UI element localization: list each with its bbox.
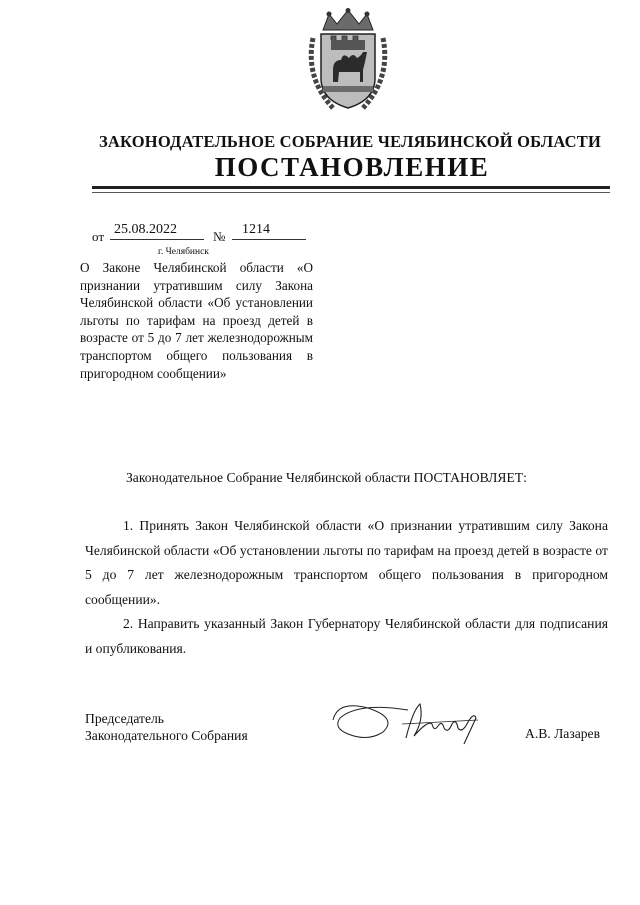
number-underline (232, 239, 306, 240)
signatory-position (85, 710, 248, 744)
date-underline (110, 239, 204, 240)
date-value: 25.08.2022 (114, 222, 177, 237)
signatory-name: А.В. Лазарев (525, 726, 600, 741)
date-label: от (92, 229, 105, 244)
city-name: г. Челябинск (158, 247, 209, 257)
handwritten-signature (328, 690, 498, 750)
number-label: № (213, 229, 226, 244)
org-name: ЗАКОНОДАТЕЛЬНОЕ СОБРАНИЕ ЧЕЛЯБИНСКОЙ ОБЛАСТИ (98, 132, 602, 151)
number-value: 1214 (242, 222, 270, 237)
signatory-position-line-2: Законодательного Собрания (85, 728, 248, 743)
header-divider-thin (92, 192, 610, 193)
document-subject: О Законе Челябинской области «О признании утратившим силу Закона Челябинской области «Об установлении льготы по тарифам на проезд детей в возрасте от 5 до 7 лет железнодорожным транспортом общего пользования в пригородном сообщении» (80, 260, 313, 381)
resolution-paragraph-2: 2. Направить указанный Закон Губернатору Челябинской области для подписания и опубликования. (85, 616, 608, 656)
chelyabinsk-coat-of-arms-icon (303, 8, 393, 116)
document-type-title: ПОСТАНОВЛЕНИЕ (214, 152, 490, 182)
resolution-paragraph-1: 1. Принять Закон Челябинской области «О признании утратившим силу Закона Челябинской области «Об установлении льготы по тарифам на проезд детей в возрасте от 5 до 7 лет железнодорожным транспортом общего пользования в пригородном сообщении». (85, 518, 608, 607)
signatory-position-line-1: Председатель (85, 711, 164, 726)
header-divider-thick (92, 186, 610, 189)
resolves-statement: Законодательное Собрание Челябинской области ПОСТАНОВЛЯЕТ: (126, 470, 527, 485)
